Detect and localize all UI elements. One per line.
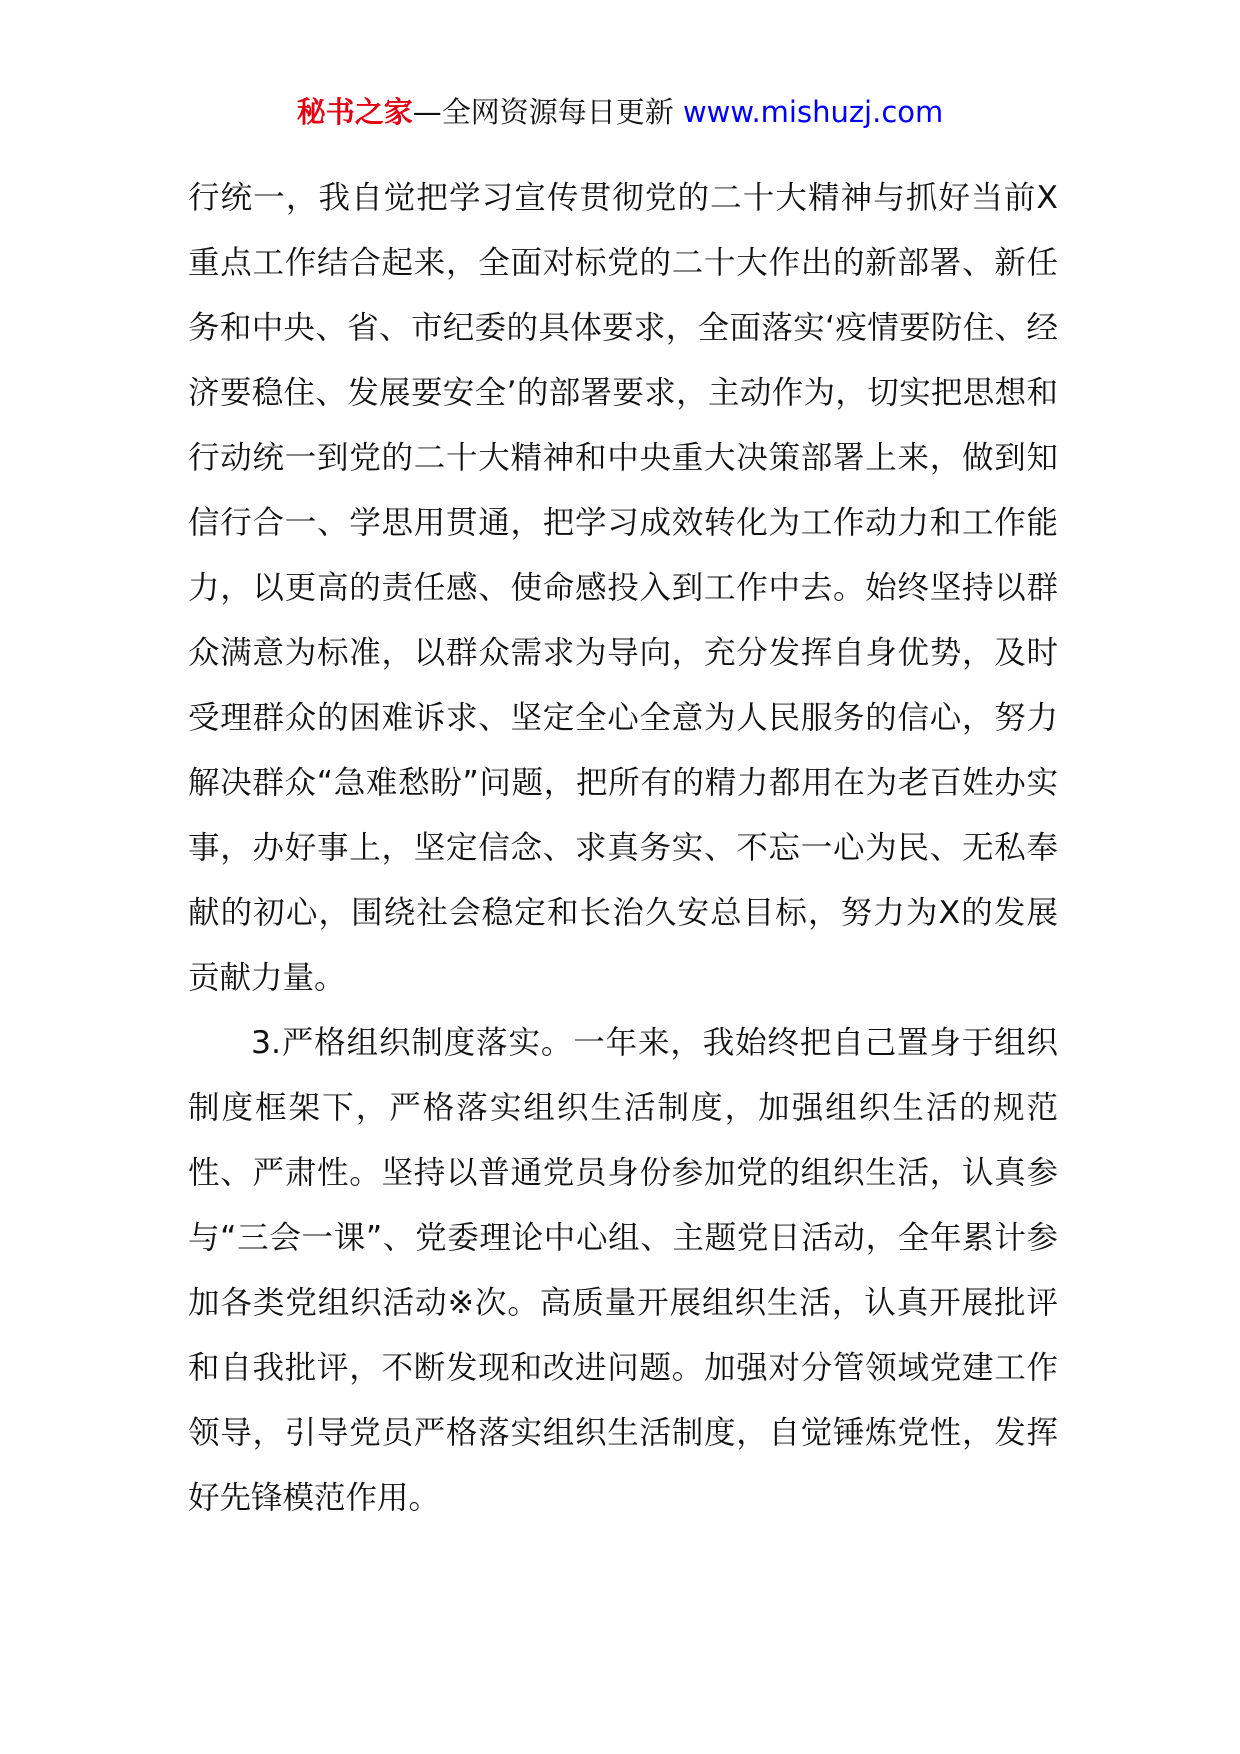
paragraph-continuation: 行统一，我自觉把学习宣传贯彻党的二十大精神与抓好当前X重点工作结合起来，全面对标党的二十大作出的新部署、新任务和中央、省、市纪委的具体要求，全面落实‘疫情要防住、经济要稳住、发展要安全’的部署要求，主动作为，切实把思想和行动统一到党的二十大精神和中央重大决策部署上来，做到知信行合一、学思用贯通，把学习成效转化为工作动力和工作能力，以更高的责任感、使命感投入到工作中去。始终坚持以群众满意为标准，以群众需求为导向，充分发挥自身优势，及时受理群众的困难诉求、坚定全心全意为人民服务的信心，努力解决群众“急难愁盼”问题，把所有的精力都用在为老百姓办实事，办好事上，坚定信念、求真务实、不忘一心为民、无私奉献的初心，围绕社会稳定和长治久安总目标，努力为X的发展贡献力量。 [188, 180, 1058, 996]
document-body [188, 166, 1058, 1531]
site-tagline: —全网资源每日更新 [412, 95, 683, 129]
site-url-link[interactable]: www.mishuzj.com [682, 95, 944, 129]
paragraph-section-3: 3.严格组织制度落实。一年来，我始终把自己置身于组织制度框架下，严格落实组织生活制度，加强组织生活的规范性、严肃性。坚持以普通党员身份参加党的组织生活，认真参与“三会一课”、党委理论中心组、主题党日活动，全年累计参加各类党组织活动※次。高质量开展组织生活，认真开展批评和自我批评，不断发现和改进问题。加强对分管领域党建工作领导，引导党员严格落实组织生活制度，自觉锤炼党性，发挥好先锋模范作用。 [188, 1025, 1058, 1516]
site-header [0, 92, 1240, 132]
site-brand: 秘书之家 [296, 95, 413, 129]
